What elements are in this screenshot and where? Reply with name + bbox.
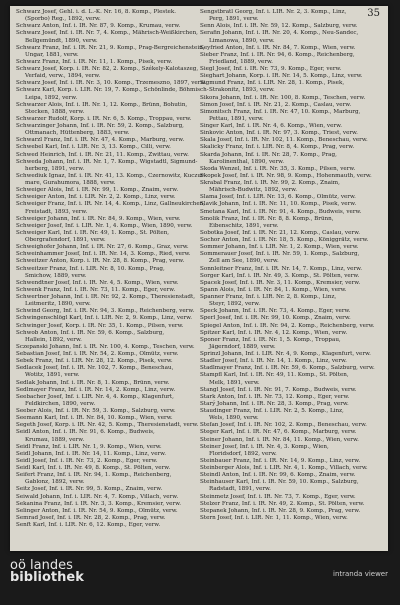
entry-line: Steiner Josef, Inf. i. IR. Nr. 4, 3. Komp., Wien, xyxy=(200,443,329,450)
entry-line: Schwed Heinrich, Inf. i. IR. Nr. 21, 11. Komp., Zwittau, verw. xyxy=(16,151,189,158)
entry-continuation-line: Melk, 1891, verw. xyxy=(209,379,260,386)
entry-line: Serafin Johann, Inf. i. IR. Nr. 20, 4. Komp., Neu-Sandec, xyxy=(200,30,359,37)
entry-continuation-line: Verfaid, verw., 1894, verw. xyxy=(25,73,101,80)
entry-line: Sochor Anton, Inf. i. IR. Nr. 18, 5. Komp., Königgrätz, verw. xyxy=(200,237,369,243)
entry-line: Sikora Johann, Inf. i. IR. Nr. 100, 8. Komp., Teschen, verw. xyxy=(200,94,366,101)
entry-line: Seidl Karl, Inf. i. IR. Nr. 49, 8. Komp., St. Pölten, verw. xyxy=(16,465,171,471)
entry-line: Stern Josef, Inf. i. LIR. Nr. 1, 11. Komp., Wien, verw. xyxy=(200,514,348,521)
entry-continuation-line: Steyr, 1892, verw. xyxy=(209,301,261,308)
scanned-page xyxy=(10,6,388,551)
entry-line: Stefan Josef, Inf. i. IR. Nr. 102, 2. Komp., Beneschau, verw. xyxy=(200,422,367,429)
entry-line: Schweinhammer Josef, Inf. i. IR. Nr. 14, 3. Komp., Ried, verw. xyxy=(16,251,191,258)
entry-continuation-line: Ottmanach, Hüttenberg, 1883, verw. xyxy=(25,130,130,137)
entry-line: Skopek Josef, Inf. i. IR. Nr. 98, 9. Komp., Hohenmauth, verw. xyxy=(200,172,372,179)
right-column xyxy=(200,9,375,545)
entry-continuation-line: Floridsdorf, 1892, verw. xyxy=(209,450,277,457)
entry-line: Schwediuk Ignaz, Inf. i. IR. Nr. 41, 13. Komp., Czernowitz, Kuczur- xyxy=(16,172,206,179)
entry-line: Schweiger Anton, Inf. i. LIR. Nr. 2, 2. Komp., Linz, verw. xyxy=(16,194,176,201)
entry-line: Stampfl Karl, Inf. i. IR. Nr. 49, 11. Komp., St. Pölten, xyxy=(200,372,349,379)
page-number: 35 xyxy=(367,8,380,19)
entry-line: Schweitzer Franz, Inf. i. LIR. Nr. 8, 10. Komp., Prag, xyxy=(16,265,165,272)
entry-line: Steindl Anton, Inf. i. IR. Nr. 99, 6. Komp., Znaim, verw. xyxy=(200,472,356,479)
entry-line: Schweiger Josef, Inf. i. LIR. Nr. 1, 4. Komp., Wien, 1890, verw. xyxy=(16,222,193,229)
entry-line: Sobotka Josef, Inf. i. IR. Nr. 21, 12. Komp., Caslau, verw. xyxy=(200,229,360,236)
entry-line: Seifert Franz, Inf. i. IR. Nr. 94, 1. Komp., Reichenberg, xyxy=(16,472,172,479)
entry-continuation-line: Mährisch-Budwitz, 1892, verw. xyxy=(209,187,298,194)
entry-continuation-line: herberg, 1891, verw. xyxy=(25,165,85,172)
entry-continuation-line: (Sporbo) Reg., 1892, verw. xyxy=(25,16,101,23)
entry-line: Sigmund Franz, Inf. i. LIR. Nr. 28, 1. Komp., Pisek, xyxy=(200,80,345,87)
entry-line: Sekanina Franz, Inf. i. IR. Nr. 3, 3. Komp., Kremsier, verw. xyxy=(16,500,181,507)
entry-line: Sprinzl Johann, Inf. i. LIR. Nr. 4, 9. Komp., Klagenfurt, verw. xyxy=(200,351,371,357)
entry-continuation-line: Gablonz, 1892, verw. xyxy=(25,479,85,486)
entry-line: Stangl Josef, Inf. i. IR. Nr. 91, 7. Komp., Budweis, verw. xyxy=(200,386,357,393)
viewer-footer xyxy=(0,556,400,605)
entry-line: Sommerauer Josef, Inf. i. IR. Nr. 59, 1. Komp., Salzburg, xyxy=(200,251,360,258)
entry-line: Stadler Josef, Inf. i. IR. Nr. 14, 1. Komp., Linz, verw. xyxy=(200,358,347,365)
entry-continuation-line: Karolinenthal, 1890, verw. xyxy=(209,158,285,165)
entry-line: Seeber Alois, Inf. i. IR. Nr. 59, 3. Komp., Salzburg, verw. xyxy=(16,408,176,414)
entry-line: Schwarzer Alois, Inf. i. IR. Nr. 1, 12. Komp., Brünn, Bohutin, xyxy=(16,101,188,108)
entry-line: Skalicky Franz, Inf. i. LIR. Nr. 8, 4. Komp., Prag, verw. xyxy=(200,144,355,151)
entry-line: Schweitzer Anton, Korp. i. IR. Nr. 28, 8. Komp., Prag, verw. xyxy=(16,258,185,265)
entry-line: Steinbauer Franz, Inf. i. IR. Nr. 14, 9. Komp., Linz, verw. xyxy=(200,457,361,464)
entry-continuation-line: Pettau, 1891, verw. xyxy=(209,115,264,122)
entry-line: Schwarz Josef, Korp. i. IR. Nr. 82, 2. Komp., Székely-Kalotaszeg, xyxy=(16,66,199,72)
entry-line: Steinberger Alois, Inf. i. LIR. Nr. 4, 1. Komp., Villach, verw. xyxy=(200,465,368,471)
entry-continuation-line: Strakonitz, 1893, verw. xyxy=(209,87,275,94)
entry-line: Simon Josef, Inf. i. IR. Nr. 21, 2. Komp., Caslau, verw. xyxy=(200,101,352,108)
left-column xyxy=(16,9,209,545)
entry-continuation-line: Friedland, 1889, verw. xyxy=(209,58,273,65)
entry-line: Schwarzl Franz, Inf. i. IR. Nr. 47, 4. Komp., Marburg, verw. xyxy=(16,137,185,144)
entry-line: Senn Alois, Inf. i. IR. Nr. 59, 12. Komp., Salzburg, verw. xyxy=(200,23,358,30)
entry-continuation-line: mare, Gurahumora, 1888, verw. xyxy=(25,180,116,186)
entry-line: Schwarz Josef, Inf. i. IR. Nr. 3, 10. Komp., Trzemeszno, 1897, verw. xyxy=(16,80,207,87)
entry-line: Schwind Georg, Inf. i. IR. Nr. 94, 3. Komp., Reichenberg, verw. xyxy=(16,308,195,315)
entry-line: Skrabal Franz, Inf. i. IR. Nr. 99, 2. Komp., Znaim, xyxy=(200,180,340,186)
entry-line: Seidl Johann, Inf. i. IR. Nr. 14, 11. Komp., Linz, verw. xyxy=(16,450,167,457)
entry-line: Seitz Josef, Inf. i. IR. Nr. 99, 5. Komp., Znaim, verw. xyxy=(16,486,163,493)
entry-line: Sedlmayer Franz, Inf. i. IR. Nr. 14, 2. Komp., Linz, verw. xyxy=(16,386,176,393)
entry-line: Seebacher Josef, Inf. i. LIR. Nr. 4, 4. Komp., Klagenfurt, xyxy=(16,393,174,400)
entry-line: Spiegel Anton, Inf. i. IR. Nr. 94, 2. Komp., Reichenberg, verw. xyxy=(200,322,375,329)
entry-line: Sponer Franz, Inf. i. IR. Nr. 1, 5. Komp., Troppau, xyxy=(200,336,341,343)
entry-line: Smetana Karl, Inf. i. IR. Nr. 91, 4. Komp., Budweis, verw. xyxy=(200,208,362,215)
entry-line: Schweiger Johann, Inf. i. IR. Nr. 84, 9. Komp., Wien, verw. xyxy=(16,215,181,222)
entry-line: Seidl Anton, Inf. i. IR. Nr. 91, 6. Komp., Budweis, xyxy=(16,429,155,436)
entry-line: Schwarz Franz, Inf. i. IR. Nr. 11, 1. Komp., Pisek, verw. xyxy=(16,58,173,65)
entry-line: Seidl Josef, Inf. i. IR. Nr. 73, 2. Komp., Eger, verw. xyxy=(16,457,158,464)
entry-line: Seiwald Johann, Inf. i. LIR. Nr. 4, 7. Komp., Villach, verw. xyxy=(16,493,179,500)
entry-line: Schwob Anton, Inf. i. IR. Nr. 59, 6. Komp., Salzburg, xyxy=(16,329,165,336)
entry-line: Segeth Josef, Korp. i. IR. Nr. 42, 5. Komp., Theresienstadt, verw. xyxy=(16,422,199,429)
entry-line: Sedlacek Josef, Inf. i. IR. Nr. 102, 7. Komp., Beneschau, xyxy=(16,365,174,372)
entry-continuation-line: Limanowa, 1890, verw. xyxy=(209,37,275,44)
entry-line: Spann Alois, Inf. i. IR. Nr. 84, 1. Komp., Wien, verw. xyxy=(200,286,347,293)
entry-line: Steiner Johann, Inf. i. IR. Nr. 84, 11. Komp., Wien, verw. xyxy=(200,436,359,443)
entry-continuation-line: Smichow, 1889, verw. xyxy=(25,272,87,279)
entry-line: Schwinger Josef, Korp. i. IR. Nr. 35, 1. Komp., Pilsen, verw. xyxy=(16,322,184,329)
entry-line: Sorger Karl, Inf. i. IR. Nr. 49, 3. Komp., St. Pölten, verw. xyxy=(200,272,360,279)
entry-line: Sebastian Josef, Inf. i. IR. Nr. 54, 2. Komp., Olmütz, verw. xyxy=(16,351,179,357)
logo-line-1: oö landes xyxy=(10,558,73,573)
entry-line: Schwarzer Rudolf, Korp. i. IR. Nr. 6, 5. Komp., Troppau, verw. xyxy=(16,115,192,122)
entry-continuation-line: Feldkirchen, 1890, verw. xyxy=(25,400,96,407)
entry-line: Smolik Franz, Inf. i. IR. Nr. 8, 8. Komp., Brünn, xyxy=(200,215,334,222)
entry-line: Schwarz Franz, Inf. i. IR. Nr. 21, 9. Komp., Prag-Bergreichenstein, xyxy=(16,44,205,51)
entry-continuation-line: Wels, 1890, verw. xyxy=(209,415,259,422)
entry-line: Schweiger Alois, Inf. i. IR. Nr. 99, 1. Komp., Znaim, verw. xyxy=(16,187,179,194)
entry-line: Sczepanski Johann, Inf. i. IR. Nr. 100, 4. Komp., Teschen, verw. xyxy=(16,343,195,350)
entry-line: Schwarz Josef, Inf. i. IR. Nr. 7, 4. Komp., Mährisch-Weißkirchen, xyxy=(16,30,198,37)
entry-line: Schwarzinger Johann, Inf. i. IR. Nr. 59, 2. Komp., Salzburg, xyxy=(16,123,184,129)
entry-continuation-line: Leitmeritz, 1890, verw. xyxy=(25,301,91,308)
entry-continuation-line: Bellgemündt, 1890, verw. xyxy=(25,37,98,44)
entry-line: Stark Anton, Inf. i. IR. Nr. 73, 12. Komp., Eger, verw. xyxy=(200,393,350,400)
entry-line: Schwarz Karl, Korp. i. LIR. Nr. 19, 7. Komp., Schönlinde, Böhmisch- xyxy=(16,87,209,94)
entry-continuation-line: Eibenschitz, 1891, verw. xyxy=(209,222,279,229)
entry-line: Steinhauser Karl, Inf. i. IR. Nr. 59, 10. Komp., Salzburg, xyxy=(200,479,359,486)
entry-line: Spitzer Karl, Inf. i. IR. Nr. 4, 12. Komp., Wien, verw. xyxy=(200,329,348,336)
entry-continuation-line: Krumau, 1889, verw. xyxy=(25,436,85,443)
entry-line: Schwebel Karl, Inf. i. LIR. Nr. 3, 13. Komp., Cilli, verw. xyxy=(16,144,171,151)
entry-line: Sonnleitner Franz, Inf. i. IR. Nr. 14, 7. Komp., Linz, verw. xyxy=(200,265,363,272)
entry-line: Senft Karl, Inf. i. LIR. Nr. 6, 12. Komp., Eger, verw. xyxy=(16,522,161,528)
entry-line: Schwarz Josef, Gehl. i. d. L.-K. Nr. 16, 8. Komp., Plestek. xyxy=(16,9,177,15)
entry-line: Schweiger Karl, Inf. i. IR. Nr. 49, 1. Komp., St. Pölten, xyxy=(16,229,170,236)
entry-line: Starý Johann, Inf. i. IR. Nr. 28, 3. Komp., Prag, verw. xyxy=(200,400,349,407)
entry-continuation-line: Zell am See, 1890, verw. xyxy=(209,258,279,265)
entry-line: Staudinger Franz, Inf. i. LIR. Nr. 2, 5. Komp., Linz, xyxy=(200,408,344,414)
entry-line: Schweda Johann, Inf. i. IR. Nr. 1, 7. Komp., Wigstadtl, Sigmund- xyxy=(16,158,198,165)
entry-line: Steinmetz Josef, Inf. i. IR. Nr. 73, 7. Komp., Eger, verw. xyxy=(200,493,356,500)
entry-line: Schwingenschlögl Karl, Inf. i. LIR. Nr. 2, 9. Komp., Linz, verw. xyxy=(16,315,192,322)
entry-line: Spanner Franz, Inf. i. LIR. Nr. 2, 8. Komp., Linz, xyxy=(200,294,337,300)
entry-line: Sperl Josef, Inf. i. IR. Nr. 99, 10. Komp., Znaim, verw. xyxy=(200,315,351,322)
entry-line: Stelzer Franz, Inf. i. IR. Nr. 49, 2. Komp., St. Pölten, verw. xyxy=(200,500,365,507)
entry-continuation-line: Freistadt, 1893, verw. xyxy=(25,208,88,215)
library-logo[interactable] xyxy=(10,560,84,584)
entry-line: Selinger Anton, Inf. i. IR. Nr. 54, 9. Komp., Olmütz, verw. xyxy=(16,507,178,514)
entry-continuation-line: Wotitz, 1891, verw. xyxy=(25,372,80,379)
entry-line: Sedlak Johann, Inf. i. IR. Nr. 8, 1. Komp., Brünn, verw. xyxy=(16,379,170,386)
entry-continuation-line: Perg, 1891, verw. xyxy=(209,16,259,23)
entry-line: Sommer Johann, Inf. i. LIR. Nr. 1, 2. Komp., Wien, verw. xyxy=(200,244,359,251)
entry-line: Stepanek Johann, Inf. i. IR. Nr. 28, 9. Komp., Prag, verw. xyxy=(200,507,361,514)
entry-line: Schwertner Johann, Inf. i. IR. Nr. 92, 2. Komp., Theresienstadt, xyxy=(16,294,195,300)
entry-continuation-line: Stecken, 1888, verw. xyxy=(25,108,85,115)
entry-line: Schweighofer Johann, Inf. i. IR. Nr. 27, 6. Komp., Graz, verw. xyxy=(16,244,189,251)
entry-line: Spacek Josef, Inf. i. IR. Nr. 3, 11. Komp., Kremsier, verw. xyxy=(200,279,361,286)
entry-line: Steger Karl, Inf. i. IR. Nr. 47, 6. Komp., Marburg, verw. xyxy=(200,429,357,436)
entry-line: Skoda Wenzel, Inf. i. IR. Nr. 35, 3. Komp., Pilsen, verw. xyxy=(200,165,356,172)
entry-continuation-line: Jägerndorf, 1889, verw. xyxy=(209,343,276,350)
viewer-credit[interactable]: intranda viewer xyxy=(333,570,388,578)
entry-line: Sieber Franz, Inf. i. IR. Nr. 94, 6. Komp., Reichenberg, xyxy=(200,51,355,58)
entry-line: Stadlmayer Franz, Inf. i. IR. Nr. 59, 6. Komp., Salzburg, verw. xyxy=(200,365,375,372)
entry-line: Sieghart Johann, Korp. i. IR. Nr. 14, 5. Komp., Linz, verw. xyxy=(200,73,363,80)
entry-line: Schwendtner Josef, Inf. i. IR. Nr. 4, 5. Komp., Wien, verw. xyxy=(16,279,179,286)
entry-continuation-line: Hallein, 1892, verw. xyxy=(25,336,82,343)
entry-line: Slavik Johann, Inf. i. IR. Nr. 11, 10. Komp., Pisek, verw. xyxy=(200,201,357,208)
entry-line: Slama Josef, Inf. i. LIR. Nr. 13, 6. Komp., Olmütz, verw. xyxy=(200,194,356,201)
entry-line: Skarda Johann, Inf. i. IR. Nr. 28, 7. Komp., Prag, xyxy=(200,151,337,158)
entry-continuation-line: Radstadt, 1891, verw. xyxy=(209,486,271,493)
entry-line: Seemann Karl, Inf. i. IR. Nr. 84, 10. Komp., Wien, verw. xyxy=(16,415,173,422)
entry-line: Siegl Josef, Inf. i. IR. Nr. 73, 9. Komp., Eger, verw. xyxy=(200,66,342,72)
entry-line: Schwenk Franz, Inf. i. IR. Nr. 73, 11. Komp., Eger, verw. xyxy=(16,286,176,293)
entry-continuation-line: Leipa, 1892, verw. xyxy=(25,94,78,101)
entry-line: Singer Karl, Inf. i. IR. Nr. 4, 6. Komp., Wien, verw. xyxy=(200,123,342,129)
entry-line: Seidl Franz, Inf. i. LIR. Nr. 1, 9. Komp., Wien, verw. xyxy=(16,443,162,450)
entry-line: Speck Johann, Inf. i. IR. Nr. 73, 4. Komp., Eger, verw. xyxy=(200,308,351,315)
logo-line-2: bibliothek xyxy=(10,570,84,585)
entry-line: Skala Josef, Inf. i. IR. Nr. 102, 11. Komp., Beneschau, verw. xyxy=(200,137,368,144)
entry-line: Sebek Franz, Inf. i. LIR. Nr. 28, 12. Komp., Pisek, verw. xyxy=(16,358,173,365)
entry-line: Simonitsch Franz, Inf. i. IR. Nr. 47, 10. Komp., Marburg, xyxy=(200,108,361,115)
entry-line: Sinkovic Anton, Inf. i. IR. Nr. 97, 3. Komp., Triest, verw. xyxy=(200,130,358,137)
entry-line: Semrad Josef, Inf. i. IR. Nr. 28, 2. Komp., Prag, verw. xyxy=(16,514,166,521)
entry-continuation-line: Ungar, 1881, verw. xyxy=(25,51,79,58)
entry-line: Sengstbratl Georg, Inf. i. LIR. Nr. 2, 3. Komp., Linz, xyxy=(200,9,347,15)
entry-continuation-line: Obergrafendorf, 1891, verw. xyxy=(25,237,106,243)
entry-line: Schwarz Anton, Inf. i. IR. Nr. 87, 9. Komp., Krumau, verw. xyxy=(16,23,181,30)
entry-line: Seyfried Anton, Inf. i. IR. Nr. 84, 7. Komp., Wien, verw. xyxy=(200,44,356,51)
entry-line: Schweiger Franz, Inf. i. IR. Nr. 14, 4. Komp., Linz, Gallneukirchen, xyxy=(16,201,206,208)
